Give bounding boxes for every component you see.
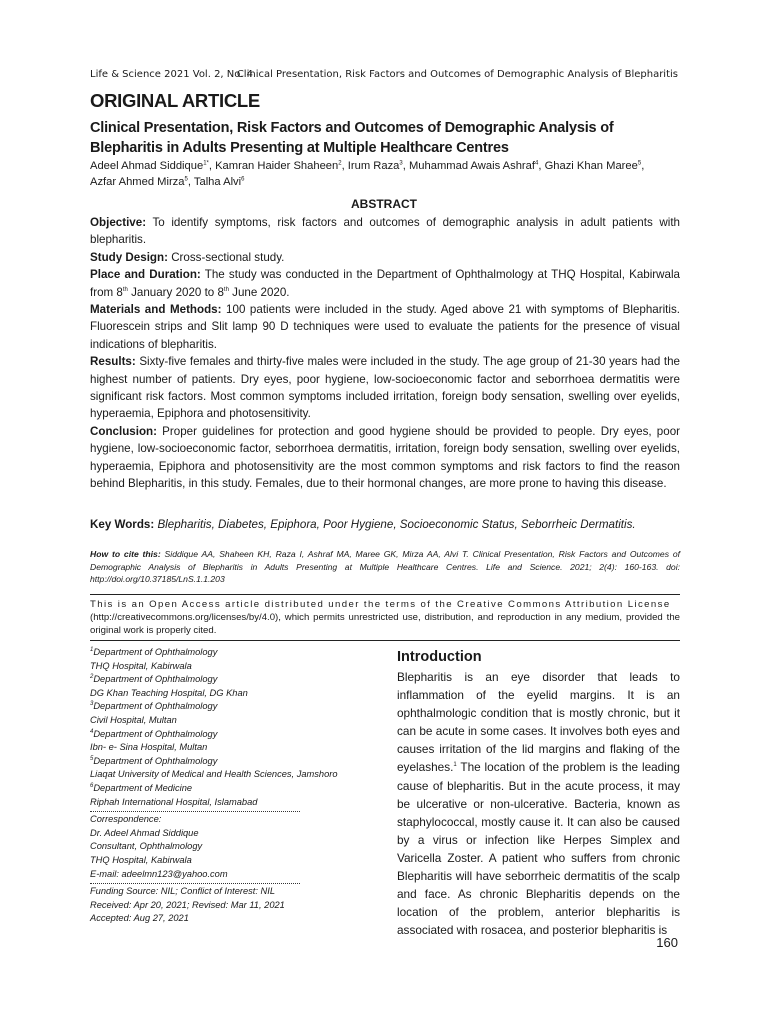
author-name: Azfar Ahmed Mirza bbox=[90, 176, 185, 188]
divider bbox=[90, 811, 300, 812]
author-name: Irum Raza bbox=[347, 160, 400, 172]
design-label: Study Design: bbox=[90, 250, 168, 264]
keywords bbox=[90, 518, 690, 531]
citation bbox=[90, 548, 680, 586]
abstract-design bbox=[90, 249, 680, 266]
affiliation-institution: Liaqat University of Medical and Health Sciences, Jamshoro bbox=[90, 769, 338, 780]
affiliation-institution: THQ Hospital, Kabirwala bbox=[90, 660, 192, 671]
running-title: Clinical Presentation, Risk Factors and Outcomes of Demographic Analysis of Blepharitis bbox=[236, 69, 678, 80]
affiliations bbox=[90, 646, 338, 926]
keywords-label: Key Words: bbox=[90, 518, 155, 531]
affiliation-mark: 1 bbox=[90, 646, 94, 653]
intro-text-start: Blepharitis is an eye disorder that leads to inflammation of the eyelid margins. It is an ophthalmologic condition that is mostly chronic, but it can be acute in some cases. It involves both eyes and causes irritation of the lid margins and flaking of the eyelashes. bbox=[397, 670, 680, 775]
introduction-heading: Introduction bbox=[397, 649, 482, 665]
affiliation-institution: Riphah International Hospital, Islamabad bbox=[90, 796, 258, 807]
affiliation-mark: 3 bbox=[90, 701, 94, 708]
design-text: Cross-sectional study. bbox=[171, 250, 285, 264]
author bbox=[215, 160, 341, 172]
place-label: Place and Duration: bbox=[90, 268, 201, 282]
conclusion-text: Proper guidelines for protection and good hygiene should be provided to people. Dry eyes, poor hygiene, low-socioeconomic factor, seborrhoea dermatitis, irritation, foreign body sensation, swelling over eyelids, hyperaemia, Epiphora and photosensitivity are the most common symptoms and risk factors to find the reason behind Blepharitis, in this study. Females, due to their hormonal changes, are more prone to having this disease. bbox=[90, 424, 680, 491]
affiliation-institution: Ibn- e- Sina Hospital, Multan bbox=[90, 742, 208, 753]
results-text: Sixty-five females and thirty-five males were included in the study. The age group of 21-30 years had the highest number of patients. Dry eyes, poor hygiene, low-socioeconomic factor and seborrhoea dermatitis were significant risk factors. Most common symptoms included irritation, foreign body sensation, swelling over eyelids, hyperaemia, Epiphora and photosensitivity. bbox=[90, 355, 680, 421]
results-label: Results: bbox=[90, 355, 136, 369]
page-number: 160 bbox=[656, 935, 678, 950]
intro-text-end: The location of the problem is the leading cause of blepharitis. But in the acute process, it may be ulcerative or non-ulcerative. Bacteria, known as staphylococcal, mostly cause it. It can also be caused by a virus or infection like Herpes Simplex and Varicella Zoster. A patient who suffers from chronic Blepharitis will have seborrheic dermatitis of the scalp and face. As chronic Blepharitis depends on the location of the problem, anterior blepharitis is associated with rosacea, and posterior blepharitis is bbox=[397, 760, 680, 938]
rule-top bbox=[90, 594, 680, 595]
author-name: Ghazi Khan Maree bbox=[544, 160, 638, 172]
author-affiliation-mark: 4 bbox=[535, 160, 539, 167]
author bbox=[90, 160, 209, 172]
correspondence-email: E-mail: adeelmn123@yahoo.com bbox=[90, 868, 228, 879]
article-type: ORIGINAL ARTICLE bbox=[90, 90, 260, 111]
affiliation-mark: 2 bbox=[90, 674, 94, 681]
author-affiliation-mark: 5 bbox=[637, 160, 642, 167]
author bbox=[348, 160, 403, 172]
conclusion-label: Conclusion: bbox=[90, 424, 157, 438]
affiliation-mark: 5 bbox=[90, 755, 94, 762]
objective-label: Objective: bbox=[90, 216, 147, 229]
author bbox=[545, 160, 642, 172]
rule-bottom bbox=[90, 640, 680, 641]
affiliation-department-text: Department of Ophthalmology bbox=[93, 647, 218, 657]
author-affiliation-mark: 6 bbox=[241, 176, 245, 183]
citation-text: Siddique AA, Shaheen KH, Raza I, Ashraf MA, Maree GK, Mirza AA, Alvi T. Clinical Presentation, Risk Factors and Outcomes of Demographic Analysis of Blepharitis in Adults Presenting at Multiple Healthcare Centres. Life and Science. 2021; 2(4): 160-163. doi: http://doi.org/10.37185/LnS.1.1.203 bbox=[90, 549, 680, 584]
methods-label: Materials and Methods: bbox=[90, 303, 222, 317]
author-name: Muhammad Awais Ashraf bbox=[408, 160, 535, 172]
received-line: Received: Apr 20, 2021; Revised: Mar 11, 2021 bbox=[90, 899, 285, 910]
abstract-methods bbox=[90, 301, 680, 353]
affiliation-department bbox=[90, 700, 310, 714]
affiliation-list bbox=[90, 646, 338, 809]
abstract-objective bbox=[90, 214, 680, 249]
abstract-results bbox=[90, 353, 680, 423]
license-line-1: This is an Open Access article distributed under the terms of the Creative Commons Attribution License bbox=[90, 599, 671, 610]
author-name: Kamran Haider Shaheen bbox=[215, 160, 339, 172]
author-affiliation-mark: 3 bbox=[399, 160, 403, 167]
affiliation-institution: Civil Hospital, Multan bbox=[90, 714, 177, 725]
affiliation-department bbox=[90, 673, 310, 687]
author-list: Adeel Ahmad Siddique$^{1*}$, Kamran Haider Shaheen$^2$, Irum Raza$^3$, Muhammad Awais Ashraf$^4$, Ghazi Khan Maree$^5$, Azfar Ahmed Mirza$^5$, Talha Alvi$^6$ bbox=[90, 160, 645, 188]
citation-label: How to cite this: bbox=[90, 549, 161, 559]
place-sup-2: th bbox=[223, 286, 229, 293]
correspondence-position: Consultant, Ophthalmology bbox=[90, 841, 203, 852]
divider bbox=[90, 883, 300, 884]
journal-header: Life & Science 2021 Vol. 2, No. 4 bbox=[90, 69, 253, 80]
affiliation-department-text: Department of Ophthalmology bbox=[93, 701, 218, 712]
author-name: Talha Alvi bbox=[193, 176, 242, 188]
correspondence-name: Dr. Adeel Ahmad Siddique bbox=[90, 827, 199, 838]
keywords-text: Blepharitis, Diabetes, Epiphora, Poor Hygiene, Socioeconomic Status, Seborrheic Dermatitis. bbox=[157, 518, 636, 531]
license bbox=[90, 598, 680, 637]
place-text-start: The study was conducted in the Department of Ophthalmology at THQ Hospital, Kabirwala from 8 bbox=[90, 268, 681, 299]
abstract-body bbox=[90, 214, 680, 493]
affiliation-department bbox=[90, 782, 310, 796]
abstract-place bbox=[90, 266, 680, 301]
affiliation-department bbox=[90, 646, 310, 660]
author-affiliation-mark: 2 bbox=[338, 160, 342, 167]
author bbox=[90, 176, 188, 188]
article-title: Clinical Presentation, Risk Factors and Outcomes of Demographic Analysis of Blepharitis in Adults Presenting at Multiple Healthcare Centres bbox=[90, 120, 614, 156]
abstract-conclusion bbox=[90, 423, 680, 493]
place-sup-1: th bbox=[122, 286, 128, 293]
author bbox=[409, 160, 538, 172]
affiliation-department-text: Department of Ophthalmology bbox=[93, 728, 218, 739]
license-line-2: (http://creativecommons.org/licenses/by/4.0), which permits unrestricted use, distribution, and reproduction in any medium, provided the original work is properly cited. bbox=[90, 612, 680, 636]
correspondence-label: Correspondence: bbox=[90, 814, 162, 825]
affiliation-department-text: Department of Medicine bbox=[93, 782, 193, 793]
intro-ref-1: 1 bbox=[453, 762, 457, 769]
affiliation-mark: 6 bbox=[90, 782, 94, 789]
affiliation-department bbox=[90, 755, 310, 769]
accepted-line: Accepted: Aug 27, 2021 bbox=[90, 913, 189, 924]
affiliation-department-text: Department of Ophthalmology bbox=[93, 755, 218, 766]
objective-text: To identify symptoms, risk factors and outcomes of demographic analysis in adult patients with blepharitis. bbox=[90, 216, 681, 247]
author-affiliation-mark: 1* bbox=[203, 160, 209, 167]
abstract-heading: ABSTRACT bbox=[351, 197, 417, 211]
affiliation-department-text: Department of Ophthalmology bbox=[93, 674, 218, 685]
funding-line: Funding Source: NIL; Conflict of Interest: NIL bbox=[90, 886, 275, 897]
affiliation-department bbox=[90, 728, 310, 742]
author-name: Adeel Ahmad Siddique bbox=[90, 160, 204, 172]
affiliation-institution: DG Khan Teaching Hospital, DG Khan bbox=[90, 687, 248, 698]
place-text-end: June 2020. bbox=[228, 285, 290, 299]
author-affiliation-mark: 5 bbox=[184, 176, 188, 183]
correspondence-hospital: THQ Hospital, Kabirwala bbox=[90, 854, 192, 865]
methods-text: 100 patients were included in the study. Aged above 21 with symptoms of Blepharitis. Fluorescein strips and Slit lamp 90 D techniques were used to evaluate the patients for the presence of visual indications of blepharitis. bbox=[90, 303, 680, 351]
affiliation-mark: 4 bbox=[90, 728, 94, 735]
place-text-mid: January 2020 to 8 bbox=[127, 285, 224, 299]
author bbox=[194, 176, 245, 188]
introduction-body bbox=[397, 668, 680, 939]
